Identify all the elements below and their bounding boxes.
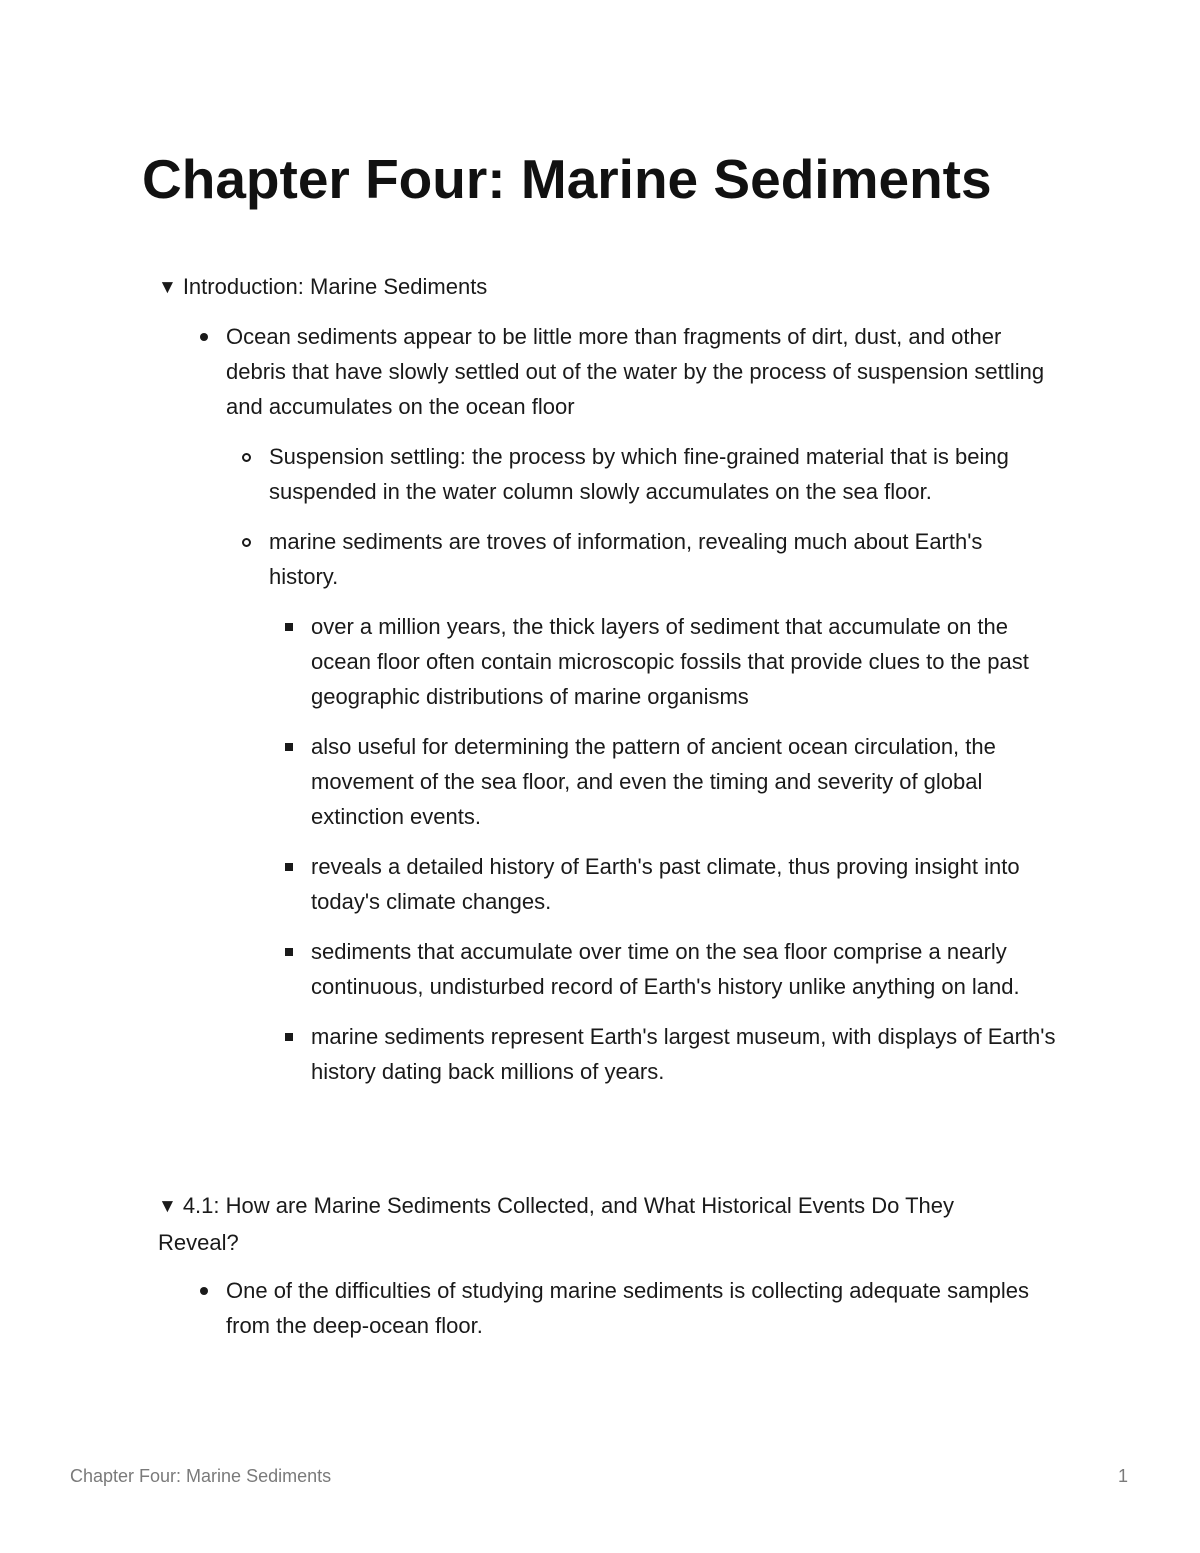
list-item: over a million years, the thick layers of sediment that accumulate on the ocean floor often contain microscopic fossils that provide clues to the past geographic distributions of marine organisms [158, 609, 1068, 714]
list-item: marine sediments represent Earth's largest museum, with displays of Earth's history dating back millions of years. [158, 1019, 1068, 1089]
page-number: 1 [1117, 1466, 1128, 1486]
square-bullet-icon [285, 948, 293, 956]
square-bullet-icon [285, 1033, 293, 1041]
toggle-heading: 4.1: How are Marine Sediments Collected, and What Historical Events Do They Reveal? [158, 1193, 954, 1255]
circle-bullet-icon [242, 538, 251, 547]
circle-bullet-icon [242, 453, 251, 462]
disc-bullet-icon [200, 333, 208, 341]
list-item: sediments that accumulate over time on the sea floor comprise a nearly continuous, undisturbed record of Earth's history unlike anything on land. [158, 934, 1068, 1004]
list-item: also useful for determining the pattern of ancient ocean circulation, the movement of the sea floor, and even the timing and severity of global extinction events. [158, 729, 1068, 834]
bullet-list-level-1 [158, 319, 1058, 439]
toggle-arrow-icon[interactable]: ▼ [158, 277, 177, 298]
list-item: One of the difficulties of studying marine sediments is collecting adequate samples from the deep-ocean floor. [158, 1273, 1058, 1343]
toggle-heading: Introduction: Marine Sediments [182, 274, 488, 299]
disc-bullet-icon [200, 1287, 208, 1295]
toggle-section-4-1[interactable] [158, 1188, 1038, 1260]
list-item: Ocean sediments appear to be little more than fragments of dirt, dust, and other debris that have slowly settled out of the water by the process of suspension settling and accumulates on the ocean floor [158, 319, 1058, 424]
list-item: Suspension settling: the process by which fine-grained material that is being suspended in the water column slowly accumulates on the sea floor. [158, 439, 1038, 509]
toggle-arrow-icon[interactable]: ▼ [158, 1196, 177, 1217]
bullet-list-level-1 [158, 1273, 1058, 1358]
list-item: reveals a detailed history of Earth's past climate, thus proving insight into today's climate changes. [158, 849, 1068, 919]
square-bullet-icon [285, 743, 293, 751]
page-title: Chapter Four: Marine Sediments [142, 148, 992, 210]
footer-title: Chapter Four: Marine Sediments [70, 1466, 332, 1486]
bullet-list-level-2 [158, 439, 1038, 609]
square-bullet-icon [285, 863, 293, 871]
list-item: marine sediments are troves of information, revealing much about Earth's history. [158, 524, 1038, 594]
square-bullet-icon [285, 623, 293, 631]
toggle-introduction[interactable] [158, 269, 1038, 306]
bullet-list-level-3 [158, 609, 1068, 1104]
